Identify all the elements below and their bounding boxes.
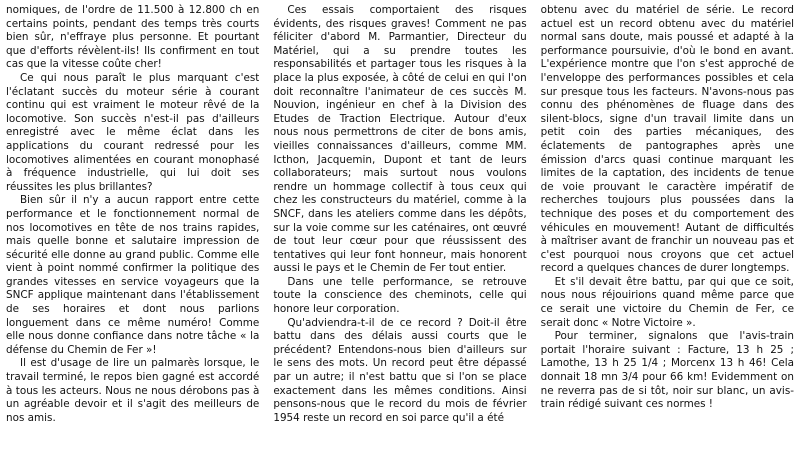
paragraph: Ce qui nous paraît le plus marquant c'est l'éclatant succès du moteur série à courant continu qui est vraiment le moteur rêvé de la locomotive. Son succès n'est-il pas d'ailleurs enregistré avec le même éclat dans les applications du courant redressé pour les locomotives alimentées en courant monophasé à fréquence industrielle, qui lui doit ses réussites les plus brillantes? — [6, 71, 260, 193]
paragraph: nomiques, de l'ordre de 11.500 à 12.800 ch en certains points, pendant des temps très courts bien sûr, n'effraye plus personne. Et pourtant que d'efforts révèlent-ils! Ils confirment en tout cas que la vitesse coûte cher! — [6, 4, 260, 71]
paragraph: Bien sûr il n'y a aucun rapport entre cette performance et le fonctionnement normal de nos locomotives en tête de nos trains rapides, mais quelle bonne et salutaire impression de sécurité elle donne au grand public. Comme elle vient à point nommé confirmer la politique des grandes vitesses en service voyageurs que la SNCF applique maintenant dans l'établissement de ses horaires et dont nous parlions longuement dans ce même numéro! Comme elle nous donne confiance dans notre tâche « la défense du Chemin de Fer »! — [6, 194, 260, 356]
paragraph: Et s'il devait être battu, par qui que ce soit, nous nous réjouirions quand même parce que ce serait une victoire du Chemin de Fer, ce serait donc « Notre Victoire ». — [540, 275, 794, 329]
text-column-2 — [273, 4, 526, 456]
paragraph: obtenu avec du matériel de série. Le record actuel est un record obtenu avec du matériel normal sans doute, mais poussé et adapté à la performance poursuivie, d'où le bond en avant. L'expérience montre que l'on s'est approché de l'enveloppe des performances possibles et cela sur presque tous les facteurs. N'avons-nous pas connu des phénomènes de fluage dans des silent-blocs, signe d'un travail limite dans un petit coin des parties mécaniques, des éclatements de pantographes après une émission d'arcs quasi continue marquant les limites de la captation, des incidents de tenue de voie prouvant le caractère impératif de recherches toujours plus poussées dans la technique des poses et du comportement des véhicules en mouvement! Autant de difficultés à maîtriser avant de franchir un nouveau pas et c'est pourquoi nous croyons que cet actuel record a quelques chances de durer longtemps. — [540, 4, 794, 275]
paragraph: Pour terminer, signalons que l'avis-train portait l'horaire suivant : Facture, 13 h 25 ; Lamothe, 13 h 25 1/4 ; Morcenx 13 h 46! Cela donnait 18 mn 3/4 pour 66 km! Evidemment on ne reverra pas de si tôt, noir sur blanc, un avis-train rédigé suivant ces normes ! — [540, 330, 794, 411]
text-column-1 — [6, 4, 259, 456]
paragraph: Dans une telle performance, se retrouve toute la conscience des cheminots, celle qui honore leur corporation. — [273, 275, 527, 316]
paragraph: Il est d'usage de lire un palmarès lorsque, le travail terminé, le repos bien gagné est accordé à tous les acteurs. Nous ne nous dérobons pas à un agréable devoir et il s'agit des meilleurs de nos amis. — [6, 357, 260, 424]
text-column-3 — [541, 4, 794, 456]
paragraph: Ces essais comportaient des risques évidents, des risques graves! Comment ne pas féliciter d'abord M. Parmantier, Directeur du Matériel, qui a su prendre toutes les responsabilités et partager tous les risques à la place la plus exposée, à côté de celui en qui l'on doit reconnaître l'animateur de ces succès M. Nouvion, ingénieur en chef à la Division des Etudes de Traction Electrique. Autour d'eux nous nous permettrons de citer de bons amis, vieilles connaissances d'ailleurs, comme MM. Icthon, Jacquemin, Dupont et tant de leurs collaborateurs; mais surtout nous voulons rendre un hommage collectif à tous ceux qui chez les constructeurs du matériel, comme à la SNCF, dans les ateliers comme dans les dépôts, sur la voie comme sur les caténaires, ont œuvré de tout leur cœur pour que réussissent des tentatives qui leur font honneur, mais honorent aussi le pays et le Chemin de Fer tout entier. — [273, 4, 527, 275]
paragraph: Qu'adviendra-t-il de ce record ? Doit-il être battu dans des délais aussi courts que le précédent? Entendons-nous bien d'ailleurs sur le sens des mots. Un record peut être dépassé par un autre; il n'est battu que si l'on se place exactement dans les mêmes conditions. Ainsi pensons-nous que le record du mois de février 1954 reste un record en soi parce qu'il a été — [273, 316, 527, 424]
